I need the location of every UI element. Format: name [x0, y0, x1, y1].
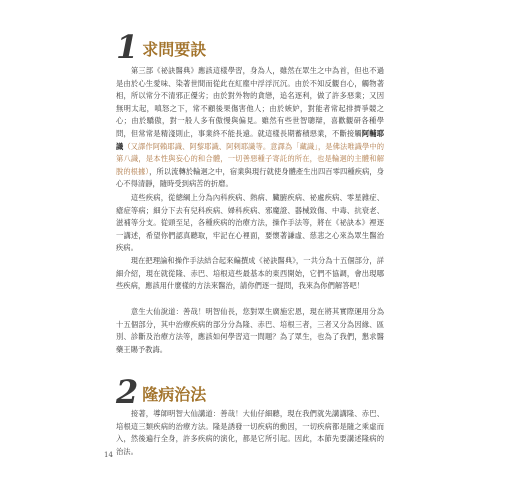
section-number-1: 1 [116, 28, 139, 66]
section-title-2: 隆病治法 [142, 385, 207, 404]
paragraph-5 [116, 408, 384, 458]
page-number: 14 [104, 451, 113, 459]
paragraph-1-text-a: 第三部《祕訣醫典》應該這樣學習，身為人，雖然在眾生之中為首，但也不過是由於心生愛味、染著世間而從此在紅塵中浮浮沉沉。由於不知反觀自心，觸物著相，所以常分不清邪正優劣；由於對外物的貪戀，追名逐利，做了許多惡業；又因無明太起，嗔怒之下，常不顧後果傷害他人；由於嫉妒，對能者常起排擠爭競之心；由於驕傲，對一般人多有傲慢與偏見。雖然有些世智聰辯，喜歡觀研各種學問，但常常是精淺則止，事業終不能長遠。就這樣長期蓄積惡業，不斷接觸 [116, 66, 385, 138]
paragraph-1-text-b: ，所以流轉於輪迴之中，宿業與現行就使身體產生出四百零四種疾病，身心不得清靜，隨時受到病苦的折磨。 [116, 166, 385, 189]
paragraph-2-text: 這些疾病，從總綱上分為內科疾病、熱病、臟腑疾病、祕處疾病、零星雜症、瘡症等病；細分下去有兒科疾病、婦科疾病、邪魔證、器械致傷、中毒、抗衰老、滋補等分支。從頭至足，各種疾病的治療方法，操作手法等，將在《祕訣本》裡逐一講述，希望你們認真聽取，牢記在心裡面，要懷著謙虛、慈悲之心來為眾生醫治疾病。 [116, 193, 385, 253]
section-title-1: 求問要訣 [142, 40, 207, 59]
section-number-2: 2 [116, 373, 139, 411]
term-note: （又譯作阿賴耶識、阿黎耶識、阿剌耶識等。意譯為「藏識」，是佛法唯識學中的第八識，是本性與妄心的和合體，一切善惡種子寄託的所在，也是輪迴的主體和解脫的根據） [116, 141, 384, 176]
paragraph-1 [116, 65, 384, 191]
paragraph-2 [116, 192, 384, 255]
paragraph-5-text: 接著，導師明智大仙講道：善哉！大仙仔細聽，現在我們就先講講隆、赤巴、培根這三類疾病的治療方法。隆是誘發一切疾病的動因，一切疾病都是隨之乘虛而入，然後遍行全身，許多疾病的演化，都是它所引起。因此，本節先要講述隆病的治法。 [116, 409, 385, 456]
paragraph-3 [116, 255, 384, 293]
section-heading-2 [116, 373, 207, 411]
paragraph-4-text: 意生大仙說道：善哉！明智仙長，您對眾生廣施宏恩，現在將其實際運用分為十五個部分，其中治療疾病的部分分為隆、赤巴、培根三者，三者又分為因緣、區別、診斷及治療方法等，應該如何學習這一問題？為了眾生，也為了我們，懇求醫藥王賜予教誨。 [116, 307, 385, 354]
section-heading-1 [116, 28, 207, 66]
term-alaya: 阿輔耶識 [116, 128, 385, 151]
paragraph-4 [116, 306, 384, 356]
paragraph-3-text: 現在把理論和操作手法結合起來編撰成《祕訣醫典》，一共分為十五個部分，詳細介紹，現在就從隆、赤巴、培根這些最基本的東西開始，它們不協調，會出現哪些疾病，應該用什麼樣的方法來醫治，請你們逐一提問，我來為你們解答吧！ [116, 256, 384, 291]
